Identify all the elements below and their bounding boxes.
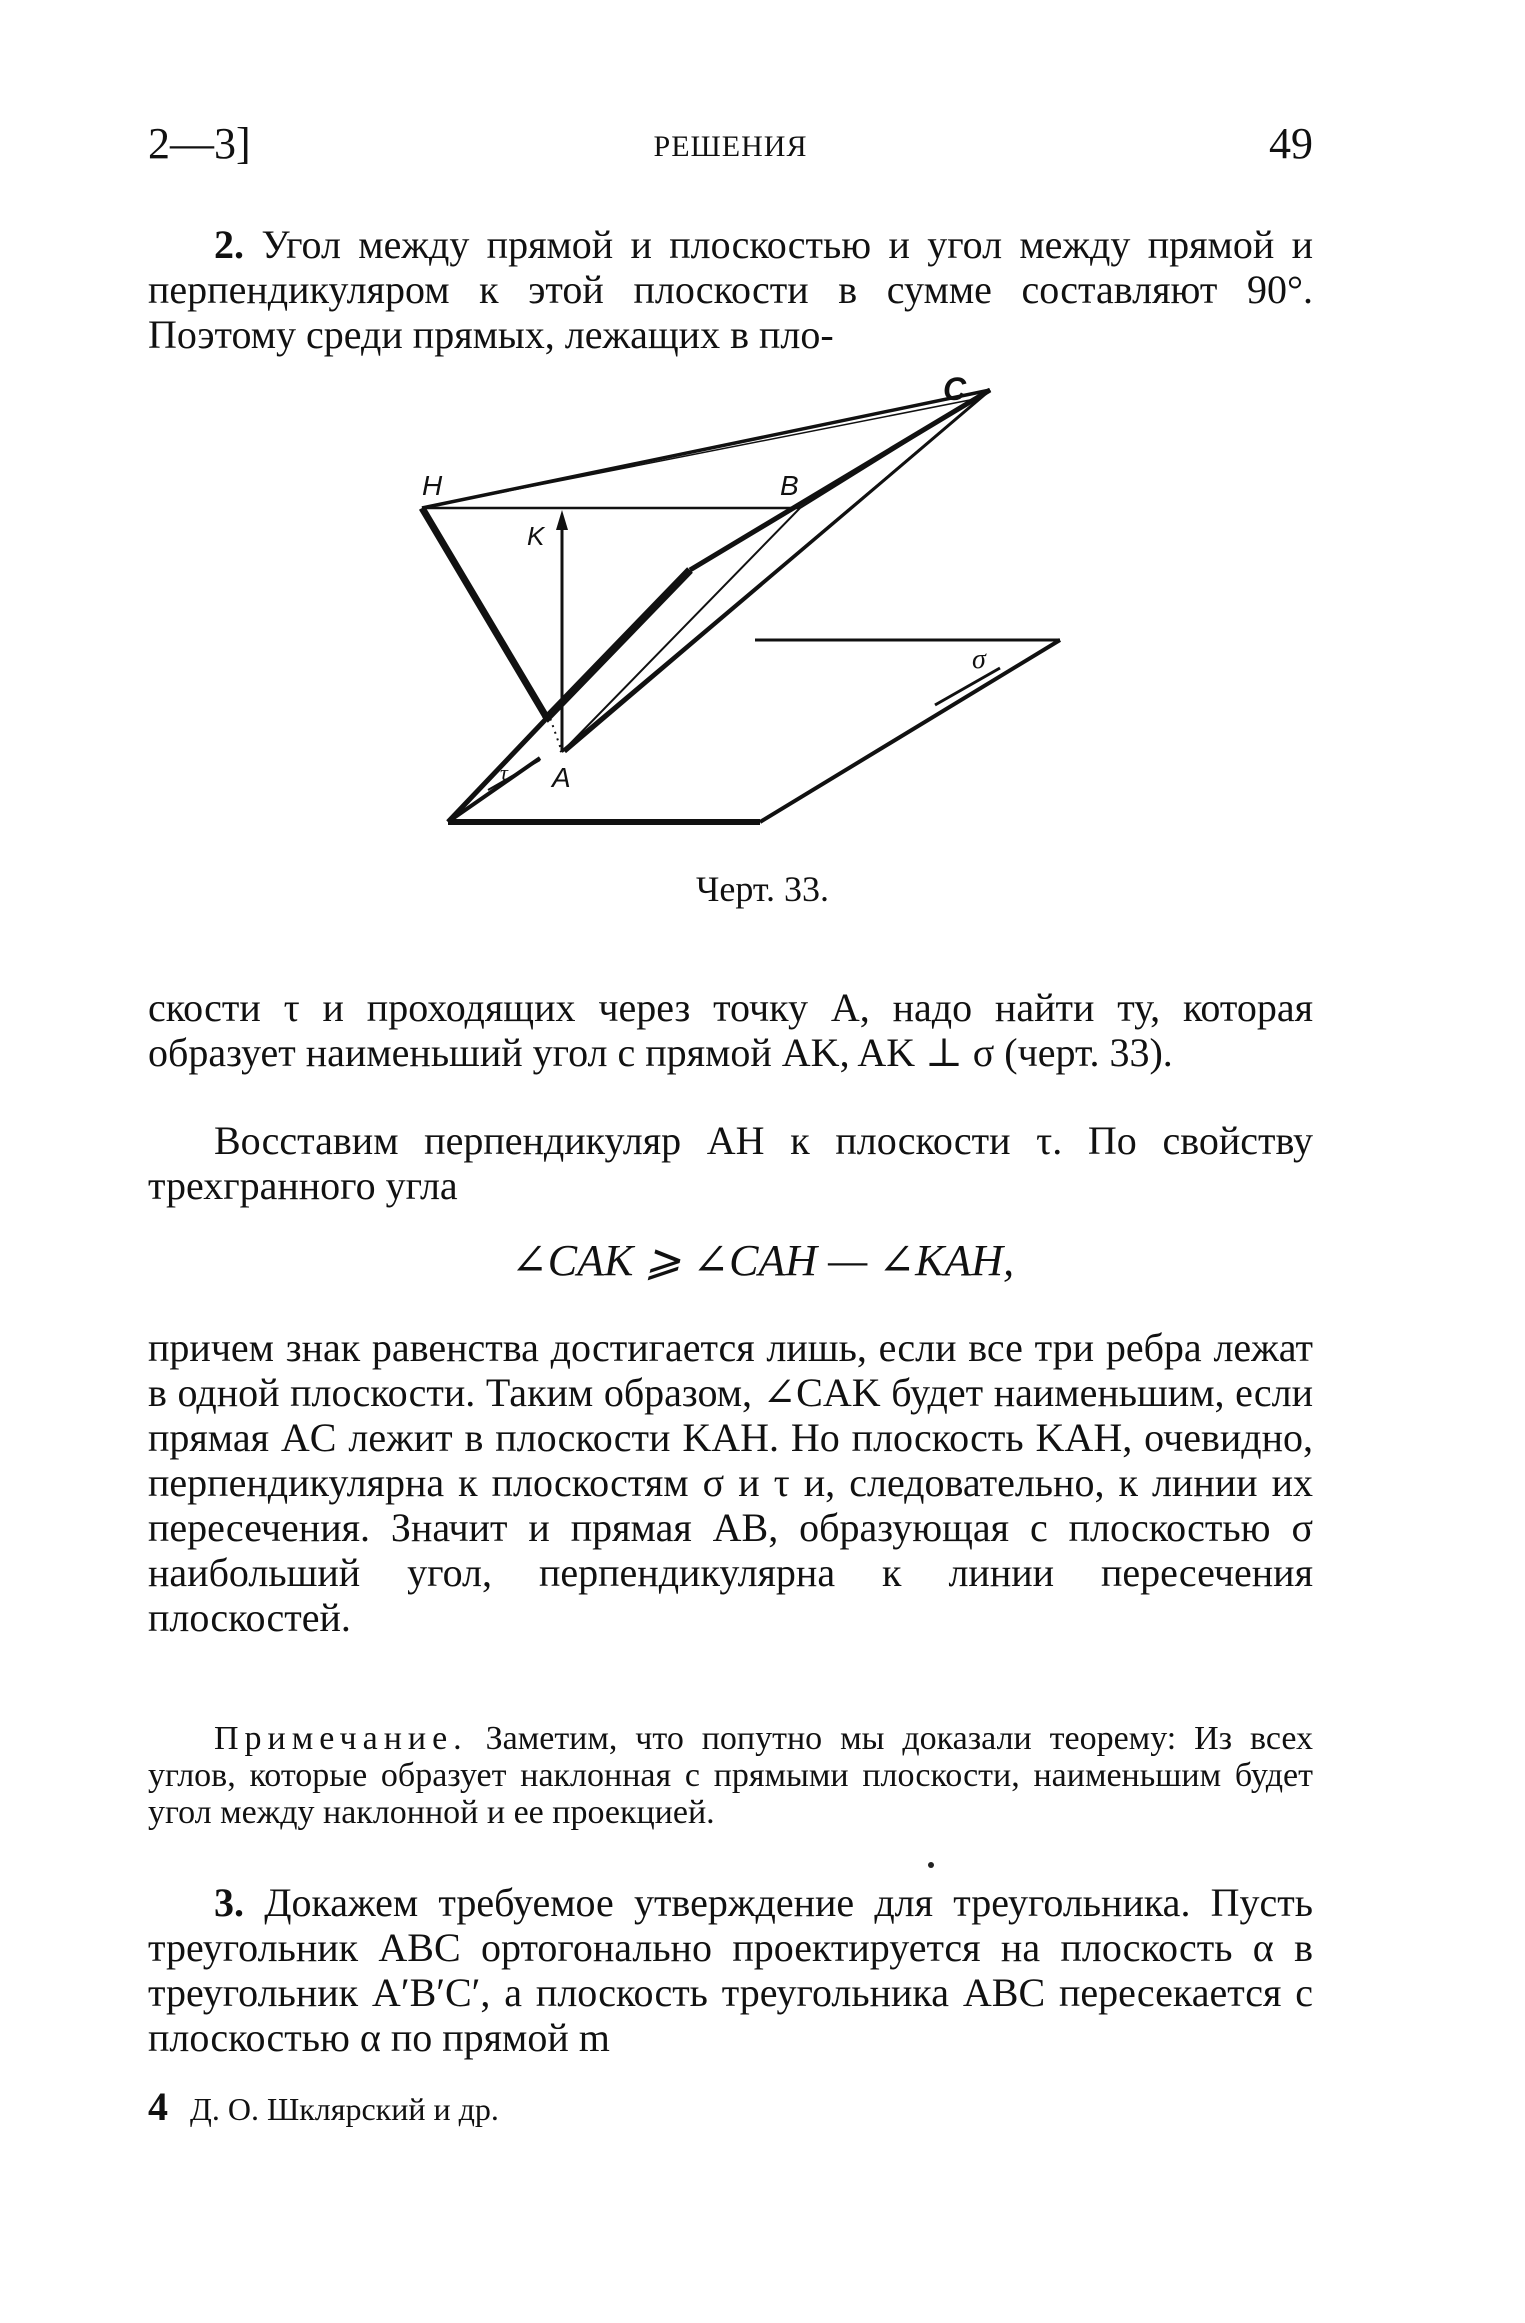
problem-number-3: 3. (214, 1880, 244, 1925)
label-sigma: σ (972, 644, 986, 675)
sigma-hatch (935, 668, 1000, 705)
label-a: A (552, 762, 571, 793)
page-number: 49 (1269, 119, 1313, 168)
note-text: Заметим, что попутно мы доказали теорему: Из всех углов, которые образует наклонная с прямыми плоскости, наименьшим будет угол между наклонной и ее проекцией. (148, 1720, 1313, 1831)
problem-number-2: 2. (214, 222, 244, 267)
triangle-hbc (422, 390, 990, 508)
figure-33 (400, 370, 1100, 830)
section-range: 2—3] (148, 119, 251, 168)
running-header (148, 118, 1313, 178)
note (148, 1720, 1313, 1831)
figure-caption: Черт. 33. (696, 869, 829, 909)
paragraph-perpendicular: Восставим перпендикуляр AH к плоскости τ. По свойству трехгранного угла (148, 1118, 1313, 1208)
label-b: B (780, 470, 799, 501)
label-h: H (422, 470, 443, 501)
paragraph-2 (148, 222, 1313, 357)
formula-trihedral: ∠CAK ⩾ ∠CAH — ∠KAH, (510, 1236, 1015, 1285)
paragraph-equality: причем знак равенства достигается лишь, если все три ребра лежат в одной плоскости. Таким образом, ∠CAK будет наименьшим, если прямая AC лежит в плоскости KAH. Но плоскость KAH, очевидно, перпендикулярна к плоскостям σ и τ и, следовательно, к линии их пересечения. Значит и прямая AB, образующая с плоскостью σ наибольший угол, перпендикулярна к линии пересечения плоскостей. (148, 1325, 1313, 1640)
segment-ac (562, 390, 990, 752)
label-tau: τ (500, 760, 508, 785)
paragraph-2-text: Угол между прямой и плоскостью и угол между прямой и перпендикуляром к этой плоскости в сумме составляют 90°. Поэтому среди прямых, лежащих в пло- (148, 222, 1313, 357)
running-title: РЕШЕНИЯ (653, 130, 808, 163)
paragraph-3-text: Докажем требуемое утверждение для треугольника. Пусть треугольник ABC ортогонально проектируется на плоскость α в треугольник A′B′C′, а плоскость треугольника ABC пересекается с плоскостью α по прямой m (148, 1880, 1313, 2060)
footer-authors: Д. О. Шклярский и др. (190, 2091, 499, 2127)
paragraph-continued: скости τ и проходящих через точку A, надо найти ту, которая образует наименьший угол с прямой AK, AK ⊥ σ (черт. 33). (148, 985, 1313, 1075)
signature-footer (148, 2083, 499, 2130)
separator-dot (928, 1862, 934, 1868)
label-k: K (527, 521, 545, 551)
label-c: C (943, 371, 967, 407)
paragraph-3 (148, 1880, 1313, 2060)
segment-ab (562, 508, 800, 752)
plane-tau (448, 390, 990, 822)
note-label: Примечание. (214, 1720, 468, 1757)
arrow-k (556, 510, 568, 530)
signature-number: 4 (148, 2084, 168, 2129)
plane-sigma (448, 640, 1060, 822)
